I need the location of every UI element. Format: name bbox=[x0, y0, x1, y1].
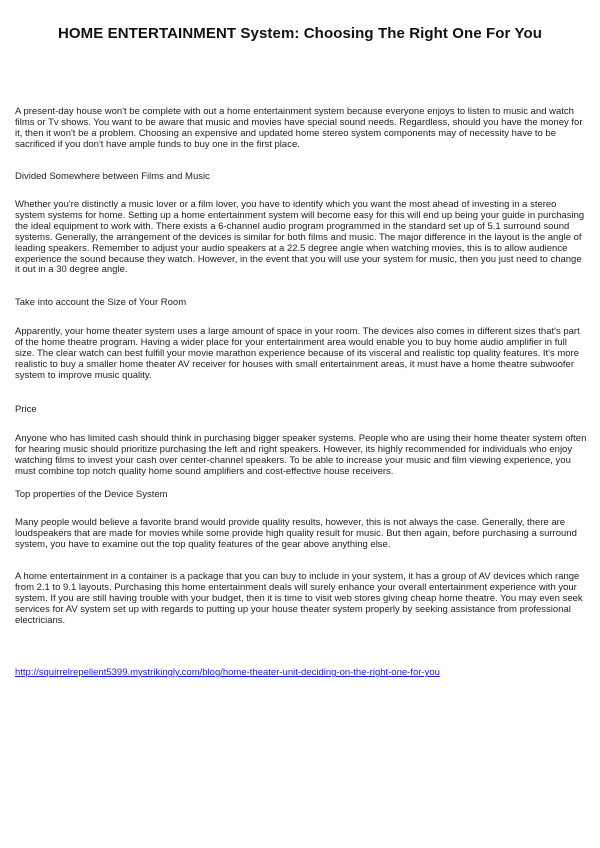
page-title: HOME ENTERTAINMENT System: Choosing The Right One For You bbox=[57, 25, 543, 42]
section-heading-top-properties: Top properties of the Device System bbox=[15, 489, 168, 500]
source-link[interactable]: http://squirrelrepellent5399.mystrikingly.com/blog/home-theater-unit-deciding-on-the-right-one-for-you bbox=[15, 667, 440, 678]
closing-paragraph: A home entertainment in a container is a package that you can buy to include in your system, it has a group of AV devices which range from 2.1 to 9.1 layouts. Purchasing this home entertainment deals will surely enhance your overall entertainment experience with your system. If you are still having trouble with your budget, then it is time to visit web stores giving cheap home theatre. You may even seek services for AV system set up with regards to putting up your house theater system properly by seeking assistance from professional electricians. bbox=[15, 571, 583, 626]
section-body-price: Anyone who has limited cash should think in purchasing bigger speaker systems. People who are using their home theater system often for hearing music should prioritize purchasing the left and right speakers. However, its highly recommended for individuals who enjoy watching films to invest your cash over center-channel speakers. To be able to increase your music and film viewing experience, you must combine top notch quality home sound amplifiers and cost-effective house receivers. bbox=[15, 433, 587, 477]
section-body-top-properties: Many people would believe a favorite brand would provide quality results, however, this is not always the case. Generally, there are loudspeakers that are made for movies while some provide high quality result for music. But then again, before purchasing a surround system, you have to examine out the top quality features of the gear above anything else. bbox=[15, 517, 577, 550]
section-body-films-music: Whether you're distinctly a music lover or a film lover, you have to identify which you want the most ahead of investing in a stereo system systems for home. Setting up a home entertainment system will become easy for this will end up being your guide in purchasing the ideal equipment to work with. There exists a 6-channel audio program programmed in the standard set up of 5.1 surround sound systems. Generally, the arrangement of the devices is similar for both films and music. The major difference in the layout is the angle of leading speakers. Remember to adjust your audio speakers at a 22.5 degree angle when watching movies, this is to allow audience experience the sound because they watch. However, in the event that you will use your system for music, then you just need to change it out in a 30 degree angle. bbox=[15, 199, 585, 276]
intro-paragraph: A present-day house won't be complete with out a home entertainment system because everyone enjoys to listen to music and watch films or Tv shows. You want to be aware that music and movies have special sound needs. Regardless, should you have the money for it, then it won't be a problem. Choosing an expensive and updated home stereo system components may of necessity have to be sacrificed if you don't have ample funds to buy one in the first place. bbox=[15, 106, 583, 150]
section-heading-room-size: Take into account the Size of Your Room bbox=[15, 297, 187, 308]
section-body-room-size: Apparently, your home theater system uses a large amount of space in your room. The devices also comes in different sizes that's part of the home theatre program. Having a wider place for your entertainment area would enable you to buy home audio amplifier in full size. The clear watch can best fulfill your movie marathon experience because of its visceral and realistic top quality features. It's more realistic to buy a smaller home theater AV receiver for houses with small entertainment areas, it must have a home theatre subwoofer system to improve music quality. bbox=[15, 326, 580, 381]
section-heading-price: Price bbox=[15, 404, 37, 415]
section-heading-films-music: Divided Somewhere between Films and Music bbox=[15, 171, 210, 182]
